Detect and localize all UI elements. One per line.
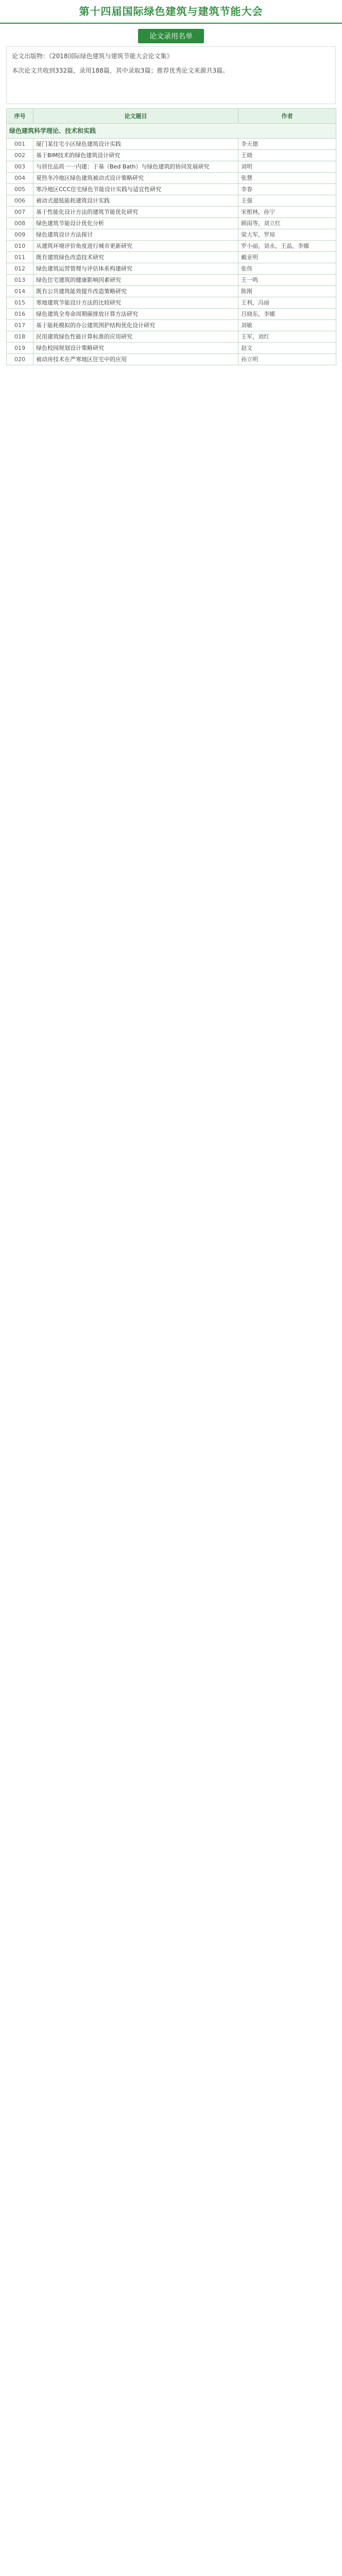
row-author: 吕晓东，李娜 — [238, 309, 336, 320]
row-number: 018 — [7, 331, 33, 343]
row-number: 003 — [7, 161, 33, 173]
row-title: 绿色建筑全寿命周期碳排放计算方法研究 — [33, 309, 238, 320]
row-author: 王强 — [238, 195, 336, 207]
row-title: 被动房技术在严寒地区住宅中的应用 — [33, 354, 238, 365]
row-title: 绿色建筑节能设计优化分析 — [33, 218, 238, 229]
row-author: 李天德 — [238, 139, 336, 150]
table-row — [7, 275, 336, 286]
row-number: 015 — [7, 297, 33, 309]
table-row — [7, 150, 336, 161]
page-title: 第十四届国际绿色建筑与建筑节能大会 — [0, 0, 342, 24]
table-row — [7, 161, 336, 173]
notes-line-1: 论文出版物：《2018国际绿色建筑与建筑节能大会论文集》 — [12, 53, 173, 60]
subtitle-badge: 论文录用名单 — [138, 29, 204, 43]
row-author: 刘明 — [238, 161, 336, 173]
table-row — [7, 331, 336, 343]
row-author: 李春 — [238, 184, 336, 195]
section-row — [7, 124, 336, 139]
row-author: 赵文 — [238, 343, 336, 354]
row-number: 019 — [7, 343, 33, 354]
row-author: 梁大军，罗琼 — [238, 229, 336, 241]
row-title: 既有公共建筑能效提升改造策略研究 — [33, 286, 238, 297]
row-number: 012 — [7, 263, 33, 275]
row-number: 010 — [7, 241, 33, 252]
row-author: 宋根林，孙宁 — [238, 207, 336, 218]
row-author: 王一鸣 — [238, 275, 336, 286]
row-title: 寒地建筑节能设计方法的比较研究 — [33, 297, 238, 309]
row-title: 被动式超低能耗建筑设计实践 — [33, 195, 238, 207]
table-row — [7, 218, 336, 229]
row-author: 陈刚 — [238, 286, 336, 297]
table-row — [7, 139, 336, 150]
row-number: 008 — [7, 218, 33, 229]
row-author: 王晓 — [238, 150, 336, 161]
table-row — [7, 173, 336, 184]
row-number: 017 — [7, 320, 33, 331]
row-author: 戴亚明 — [238, 252, 336, 263]
subtitle-wrap — [0, 24, 342, 43]
row-number: 007 — [7, 207, 33, 218]
row-number: 002 — [7, 150, 33, 161]
row-title: 寒冷地区CCC住宅绿色节能设计实践与适宜性研究 — [33, 184, 238, 195]
row-number: 011 — [7, 252, 33, 263]
row-title: 绿色校园规划设计策略研究 — [33, 343, 238, 354]
header-author: 作者 — [238, 109, 336, 124]
row-number: 004 — [7, 173, 33, 184]
section-title: 绿色建筑科学理论、技术和实践 — [7, 124, 336, 139]
row-number: 020 — [7, 354, 33, 365]
row-number: 016 — [7, 309, 33, 320]
header-title: 论文题目 — [33, 109, 238, 124]
table-row — [7, 297, 336, 309]
row-title: 绿色住宅建筑的健康影响因素研究 — [33, 275, 238, 286]
row-title: 基于BIM技术的绿色建筑设计研究 — [33, 150, 238, 161]
row-title: 基于性能化设计方法的建筑节能优化研究 — [33, 207, 238, 218]
table-row — [7, 241, 336, 252]
row-number: 009 — [7, 229, 33, 241]
table-row — [7, 320, 336, 331]
row-author: 孙立明 — [238, 354, 336, 365]
row-title: 从建筑环境评价角度进行城市更新研究 — [33, 241, 238, 252]
row-author: 顾雨等，刘立红 — [238, 218, 336, 229]
row-number: 006 — [7, 195, 33, 207]
table-row — [7, 309, 336, 320]
row-title: 绿色建筑运营管理与评估体系构建研究 — [33, 263, 238, 275]
row-title: 民用建筑绿色性能计算标准的应用研究 — [33, 331, 238, 343]
table-row — [7, 343, 336, 354]
row-number: 014 — [7, 286, 33, 297]
row-author: 张慧 — [238, 173, 336, 184]
row-title: 厦门某住宅小区绿色建筑设计实践 — [33, 139, 238, 150]
table-row — [7, 229, 336, 241]
row-author: 张伟 — [238, 263, 336, 275]
row-title: 与居住品质一一内建：于基（Bed Bath）与绿色建筑的协同发展研究 — [33, 161, 238, 173]
row-title: 基于能耗模拟的办公建筑围护结构优化设计研究 — [33, 320, 238, 331]
paper-table-wrap — [6, 108, 336, 365]
row-number: 005 — [7, 184, 33, 195]
row-author: 王军，刘红 — [238, 331, 336, 343]
notes-box — [6, 46, 336, 104]
notes-line-2: 本次论文共收到332篇，录用188篇，其中录取3篇；推荐优秀论文来源共3篇。 — [12, 67, 229, 74]
paper-table — [6, 108, 336, 365]
table-row — [7, 354, 336, 365]
table-header-row — [7, 109, 336, 124]
table-row — [7, 184, 336, 195]
table-row — [7, 195, 336, 207]
row-number: 001 — [7, 139, 33, 150]
row-author: 罗小丽，刘永，王晶，李娜 — [238, 241, 336, 252]
table-body — [7, 124, 336, 365]
row-title: 绿色建筑设计方法探讨 — [33, 229, 238, 241]
table-row — [7, 263, 336, 275]
row-title: 既有建筑绿色改造技术研究 — [33, 252, 238, 263]
table-row — [7, 252, 336, 263]
row-number: 013 — [7, 275, 33, 286]
header-no: 序号 — [7, 109, 33, 124]
table-row — [7, 207, 336, 218]
row-author: 刘敏 — [238, 320, 336, 331]
row-author: 王利，冯丽 — [238, 297, 336, 309]
row-title: 夏热冬冷地区绿色建筑被动式设计策略研究 — [33, 173, 238, 184]
table-row — [7, 286, 336, 297]
